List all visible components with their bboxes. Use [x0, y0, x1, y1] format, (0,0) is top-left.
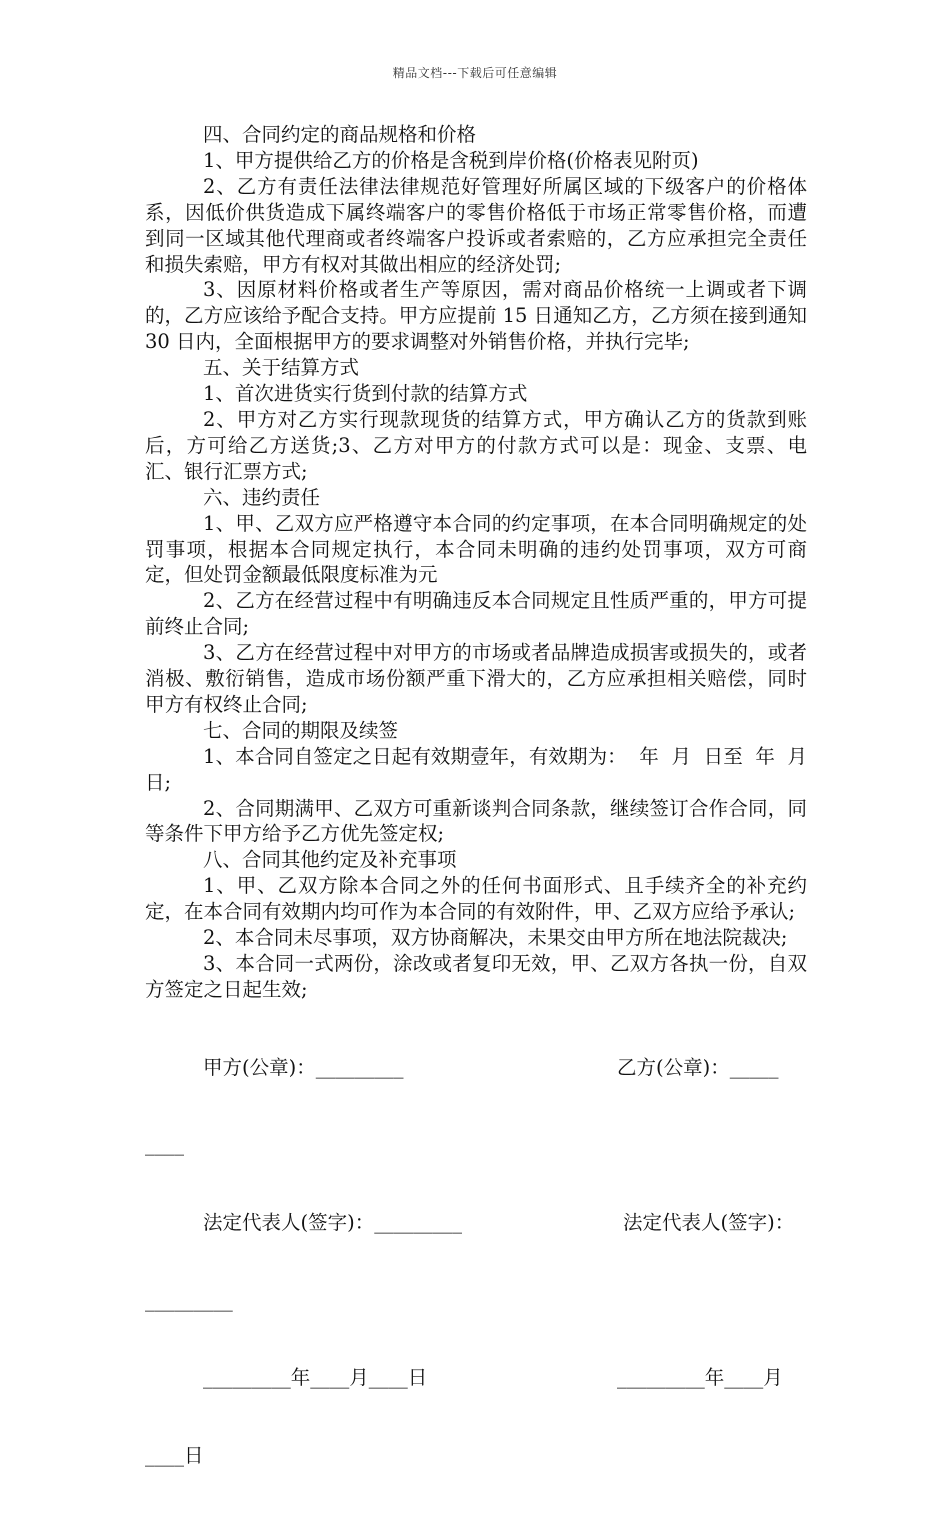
party-a-representative: 法定代表人(签字)：_________: [203, 1211, 462, 1235]
section-heading-4: 四、合同约定的商品规格和价格: [203, 123, 477, 146]
signature-seal-row: [145, 1055, 807, 1081]
signature-seal-row-cont: [145, 1132, 807, 1158]
clause-4-2: 2、乙方有责任法律法律规范好管理好所属区域的下级客户的价格体系，因低价供货造成下属终端客户的零售价格低于市场正常零售价格，而遭到同一区域其他代理商或者终端客户投诉或者索赔的，乙方应承担完全责任和损失索赔，甲方有权对其做出相应的经济处罚;: [145, 174, 807, 276]
clause-4-3: 3、因原材料价格或者生产等原因，需对商品价格统一上调或者下调的，乙方应该给予配合支持。甲方应提前 15 日通知乙方，乙方须在接到通知 30 日内，全面根据甲方的要求调整对外销售价格，并执行完毕;: [145, 278, 814, 354]
contract-body: [145, 122, 820, 1521]
clause-8-2: 2、本合同未尽事项，双方协商解决，未果交由甲方所在地法院裁决;: [203, 926, 788, 950]
signature-date-row: [145, 1365, 807, 1391]
party-b-date-cont: ____日: [145, 1444, 204, 1468]
party-b-seal: 乙方(公章)：_____: [617, 1055, 779, 1079]
party-b-representative-cont: _________: [145, 1288, 233, 1312]
clause-6-3: 3、乙方在经营过程中对甲方的市场或者品牌造成损害或损失的，或者消极、敷衍销售，造成市场份额严重下滑大的，乙方应承担相关赔偿，同时甲方有权终止合同;: [145, 641, 807, 716]
signature-date-row-cont: [145, 1443, 807, 1469]
signature-rep-row: [145, 1210, 807, 1236]
party-b-representative: 法定代表人(签字)：: [623, 1211, 795, 1235]
signature-rep-row-cont: [145, 1288, 807, 1314]
party-b-seal-cont: ____: [145, 1133, 184, 1157]
party-a-seal: 甲方(公章)：_________: [203, 1055, 404, 1079]
clause-4-1: 1、甲方提供给乙方的价格是含税到岸价格(价格表见附页): [203, 148, 699, 172]
signature-block: [145, 1003, 807, 1521]
page-header: 精品文档---下载后可任意编辑: [392, 66, 558, 80]
party-a-date: _________年____月____日: [203, 1366, 428, 1390]
clause-7-1: 1、本合同自签定之日起有效期壹年，有效期为： 年 月 日至 年 月 日;: [145, 744, 820, 794]
clause-8-1: 1、甲、乙双方除本合同之外的任何书面形式、且手续齐全的补充约定，在本合同有效期内均可作为本合同的有效附件，甲、乙双方应给予承认;: [145, 874, 807, 924]
clause-6-1: 1、甲、乙双方应严格遵守本合同的约定事项，在本合同明确规定的处罚事项，根据本合同规定执行，本合同未明确的违约处罚事项，双方可商定，但处罚金额最低限度标准为元: [145, 511, 807, 587]
section-heading-6: 六、违约责任: [203, 485, 321, 509]
section-heading-5: 五、关于结算方式: [203, 356, 360, 380]
clause-5-1: 1、首次进货实行货到付款的结算方式: [203, 382, 528, 406]
party-b-date: _________年____月: [617, 1366, 783, 1390]
clause-5-2: 2、甲方对乙方实行现款现货的结算方式，甲方确认乙方的货款到账后，方可给乙方送货;3、乙方对甲方的付款方式可以是：现金、支票、电汇、银行汇票方式;: [145, 407, 807, 483]
clause-7-2: 2、合同期满甲、乙双方可重新谈判合同条款，继续签订合作合同，同等条件下甲方给予乙方优先签定权;: [145, 796, 807, 846]
section-heading-7: 七、合同的期限及续签: [203, 718, 399, 742]
clause-8-3: 3、本合同一式两份，涂改或者复印无效，甲、乙双方各执一份，自双方签定之日起生效;: [145, 952, 807, 1001]
section-heading-8: 八、合同其他约定及补充事项: [203, 848, 457, 872]
clause-6-2: 2、乙方在经营过程中有明确违反本合同规定且性质严重的，甲方可提前终止合同;: [145, 589, 807, 639]
